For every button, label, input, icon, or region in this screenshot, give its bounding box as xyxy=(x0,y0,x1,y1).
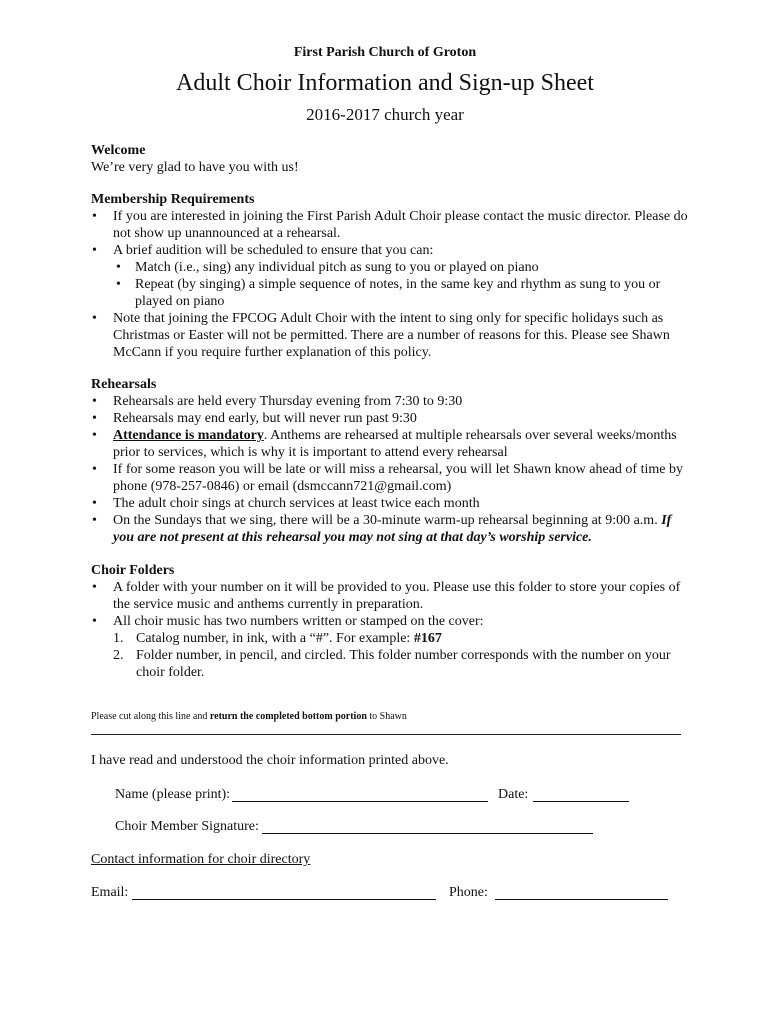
church-year: 2016-2017 church year xyxy=(306,105,464,124)
list-item: • If for some reason you will be late or will miss a rehearsal, you will let Shawn know ahead of time by phone (978-257-0846) or email (dsmccann721@gmail.com) xyxy=(91,461,691,495)
list-item: • Note that joining the FPCOG Adult Choir with the intent to sing only for specific holidays such as Christmas or Easter will not be permitted. There are a number of reasons for this. Please see Shawn McCann if you require further explanation of this policy. xyxy=(91,310,691,361)
signature-field[interactable] xyxy=(262,821,593,834)
list-item: • On the Sundays that we sing, there will be a 30-minute warm-up rehearsal beginning at 9:00 a.m. If you are not present at this rehearsal you may not sing at that day’s worship service. xyxy=(91,512,691,546)
phone-label: Phone: xyxy=(449,885,488,900)
date-field[interactable] xyxy=(533,789,629,802)
acknowledgement-text: I have read and understood the choir information printed above. xyxy=(91,753,449,768)
attendance-mandatory: Attendance is mandatory xyxy=(113,428,264,443)
signature-label: Choir Member Signature: xyxy=(115,819,259,834)
list-item: • Rehearsals may end early, but will never run past 9:30 xyxy=(91,410,691,427)
cut-line xyxy=(91,734,681,735)
list-item: • If you are interested in joining the First Parish Adult Choir please contact the music director. Please do not show up unannounced at a rehearsal. xyxy=(91,208,691,242)
folders-heading: Choir Folders xyxy=(91,563,175,578)
warmup-warning: If you are not present at this rehearsal you may not sing at that day’s worship service. xyxy=(113,513,672,545)
sub-list-item: • Repeat (by singing) a simple sequence of notes, in the same key and rhythm as sung to you or played on piano xyxy=(113,276,691,310)
date-label: Date: xyxy=(498,787,529,802)
list-item: • All choir music has two numbers written or stamped on the cover: 1. Catalog number, in ink, with a “#”. For example: #167 2. Folder number, in pencil, and circled. This folder number corresponds with the number on your choir folder. xyxy=(91,613,691,681)
welcome-section xyxy=(91,142,691,176)
welcome-text: We’re very glad to have you with us! xyxy=(91,160,299,175)
sub-list-item: • Match (i.e., sing) any individual pitch as sung to you or played on piano xyxy=(113,259,691,276)
list-item: • A brief audition will be scheduled to ensure that you can: • Match (i.e., sing) any individual pitch as sung to you or played on piano • Repeat (by singing) a simple sequence of notes, in the same key and rhythm as sung to you or played on piano xyxy=(91,242,691,310)
cut-instruction: Please cut along this line and return the completed bottom portion to Shawn xyxy=(91,711,407,722)
church-name: First Parish Church of Groton xyxy=(293,45,477,60)
page-title: Adult Choir Information and Sign-up Sheet xyxy=(176,70,594,96)
list-item: • A folder with your number on it will be provided to you. Please use this folder to store your copies of the service music and anthems currently in preparation. xyxy=(91,579,691,613)
contact-heading: Contact information for choir directory xyxy=(91,852,311,867)
numbered-item: 2. Folder number, in pencil, and circled. This folder number corresponds with the number on your choir folder. xyxy=(113,648,671,680)
membership-section xyxy=(91,191,691,361)
phone-field[interactable] xyxy=(495,887,668,900)
list-item: • Attendance is mandatory. Anthems are rehearsed at multiple rehearsals over several weeks/months prior to services, which is why it is important to attend every rehearsal xyxy=(91,427,691,461)
welcome-heading: Welcome xyxy=(91,143,146,158)
membership-heading: Membership Requirements xyxy=(91,192,255,207)
name-field[interactable] xyxy=(232,789,488,802)
rehearsals-heading: Rehearsals xyxy=(91,377,157,392)
email-field[interactable] xyxy=(132,887,436,900)
folders-section xyxy=(91,562,691,681)
numbered-item: 1. Catalog number, in ink, with a “#”. For example: #167 xyxy=(113,631,442,646)
list-item: • Rehearsals are held every Thursday evening from 7:30 to 9:30 xyxy=(91,393,691,410)
rehearsals-section xyxy=(91,376,691,546)
email-label: Email: xyxy=(91,885,129,900)
list-item: • The adult choir sings at church services at least twice each month xyxy=(91,495,691,512)
name-label: Name (please print): xyxy=(115,787,231,802)
